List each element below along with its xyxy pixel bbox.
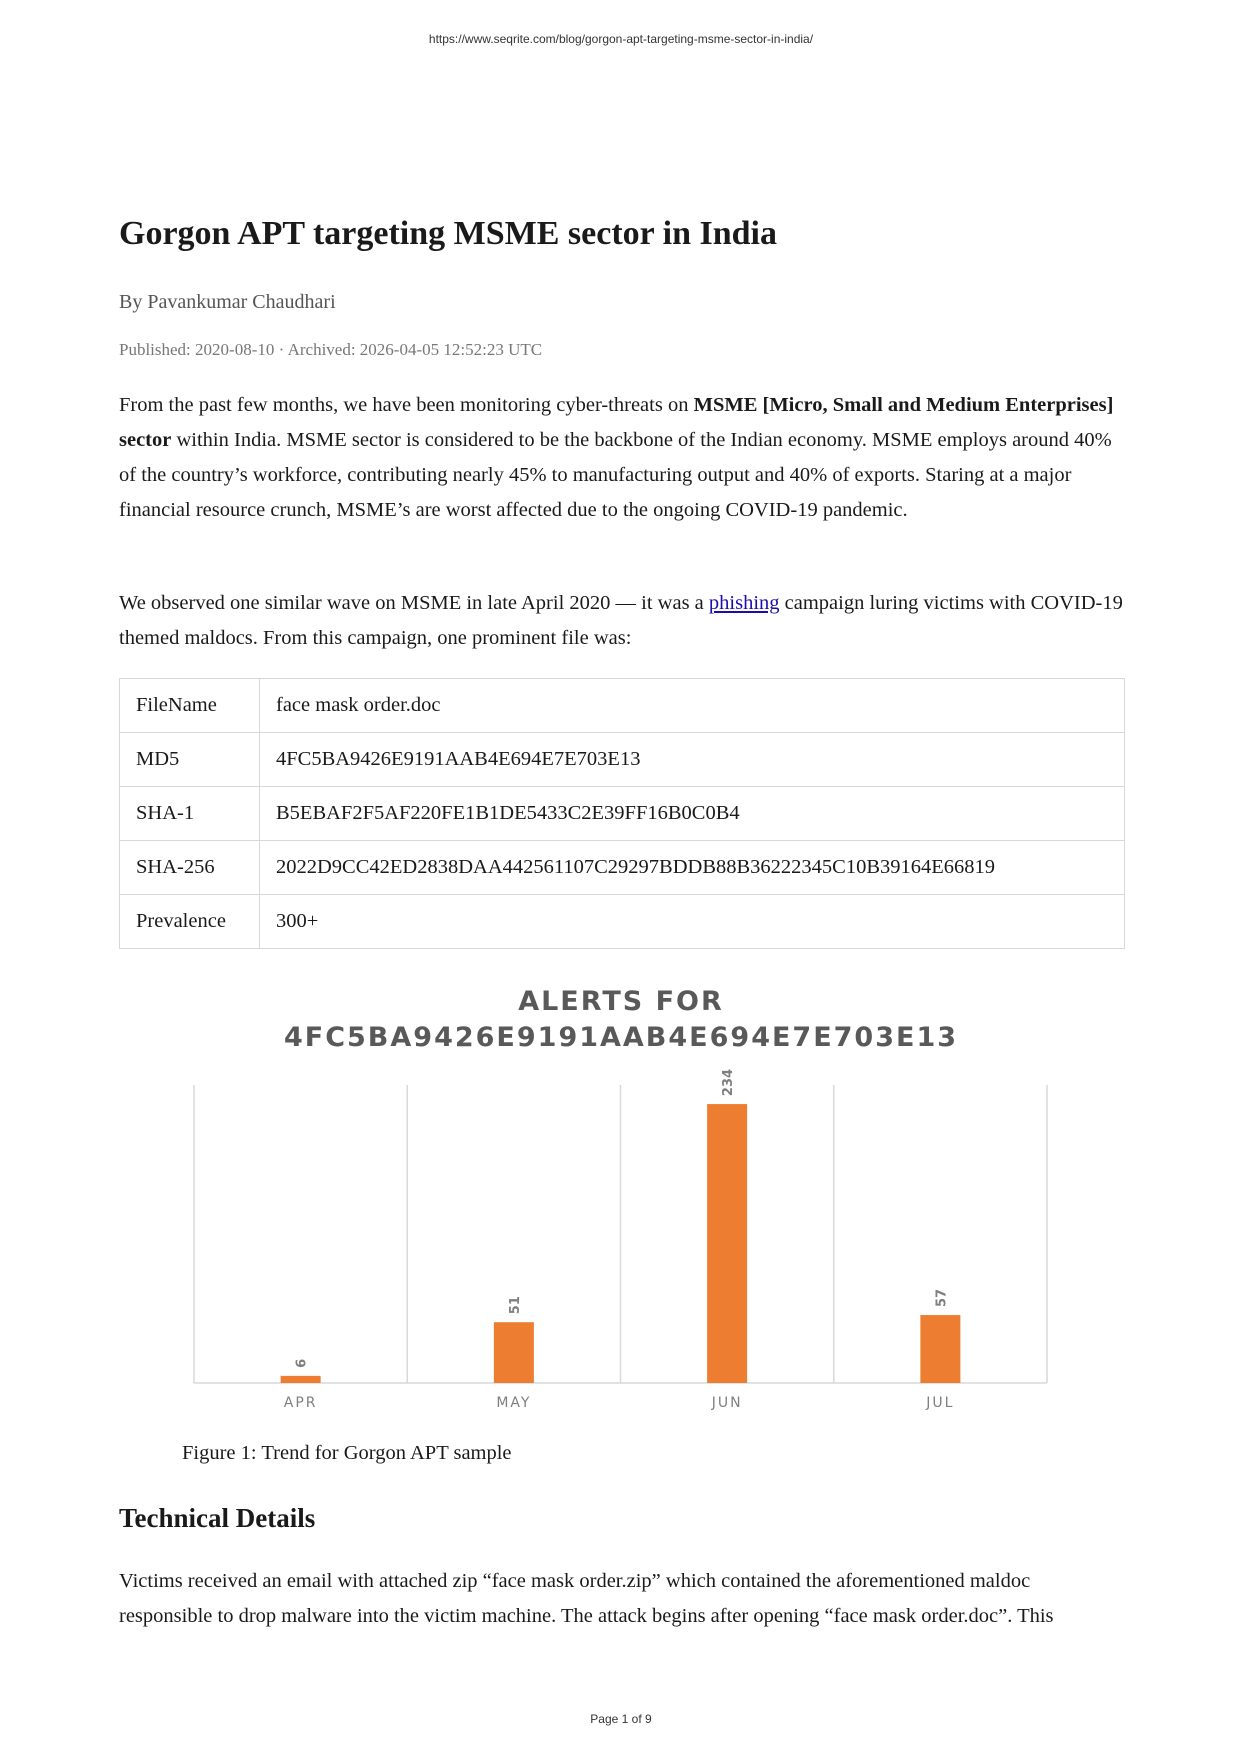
bar-jun [707,1104,747,1383]
data-label-may: 51 [507,1296,523,1315]
table-row [120,895,1125,949]
bar-apr [281,1376,321,1383]
campaign-text-b: campaign luring victims with COVID-19 themed maldocs. From this campaign, one prominent file was: [119,592,1123,649]
alerts-chart [119,980,1124,1420]
table-key: SHA-1 [120,787,260,841]
data-label-jul: 57 [934,1288,950,1308]
campaign-paragraph [119,586,1124,656]
section-title: Technical Details [119,1503,316,1533]
table-value: B5EBAF2F5AF220FE1B1DE5433C2E39FF16B0C0B4 [260,787,1125,841]
bar-may [494,1322,534,1383]
table-row [120,787,1125,841]
table-value: face mask order.doc [260,679,1125,733]
source-url: https://www.seqrite.com/blog/gorgon-apt-targeting-msme-sector-in-india/ [428,32,814,46]
intro-text-a: From the past few months, we have been monitoring cyber-threats on [119,394,694,416]
x-tick-apr: APR [283,1395,318,1411]
article-author: By Pavankumar Chaudhari [119,291,336,313]
chart-title-line2: 4FC5BA9426E9191AAB4E694E7E703E13 [283,1022,959,1053]
data-label-jun: 234 [721,1068,737,1097]
table-value: 300+ [260,895,1125,949]
page-number: Page 1 of 9 [590,1712,652,1726]
x-tick-jul: JUL [926,1395,955,1411]
table-key: FileName [120,679,260,733]
table-row [120,841,1125,895]
table-value: 4FC5BA9426E9191AAB4E694E7E703E13 [260,733,1125,787]
table-row [120,733,1125,787]
phishing-link[interactable]: phishing [708,592,780,614]
alerts-chart-svg [119,980,1124,1420]
x-tick-may: MAY [496,1395,532,1411]
file-info-table [119,678,1125,949]
article-meta: Published: 2020-08-10 · Archived: 2026-04-05 12:52:23 UTC [119,340,543,359]
table-key: MD5 [120,733,260,787]
figure-caption: Figure 1: Trend for Gorgon APT sample [182,1442,512,1464]
chart-title-line1: ALERTS FOR [518,986,724,1017]
technical-paragraph: Victims received an email with attached zip “face mask order.zip” which contained the aforementioned maldoc responsible to drop malware into the victim machine. The attack begins after opening “face mask order.doc”. This [119,1570,1054,1627]
intro-text-b: within India. MSME sector is considered to be the backbone of the Indian economy. MSME employs around 40% of the country’s workforce, contributing nearly 45% to manufacturing output and 40% of exports. Staring at a major financial resource crunch, MSME’s are worst affected due to the ongoing COVID-19 pandemic. [119,429,1112,521]
x-tick-jun: JUN [711,1395,743,1411]
data-label-apr: 6 [294,1358,310,1368]
chart-grid [194,1085,1047,1383]
bar-jul [920,1315,960,1383]
campaign-text-a: We observed one similar wave on MSME in late April 2020 — it was a [119,592,709,614]
table-key: SHA-256 [120,841,260,895]
chart-x-ticks [284,1395,955,1411]
table-key: Prevalence [120,895,260,949]
article-title: Gorgon APT targeting MSME sector in India [119,215,777,252]
table-value: 2022D9CC42ED2838DAA442561107C29297BDDB88B36222345C10B39164E66819 [260,841,1125,895]
table-row [120,679,1125,733]
intro-paragraph [119,388,1124,528]
chart-data-labels [295,1069,950,1368]
intro-bold: MSME [Micro, Small and Medium Enterprises] sector [119,394,1114,451]
